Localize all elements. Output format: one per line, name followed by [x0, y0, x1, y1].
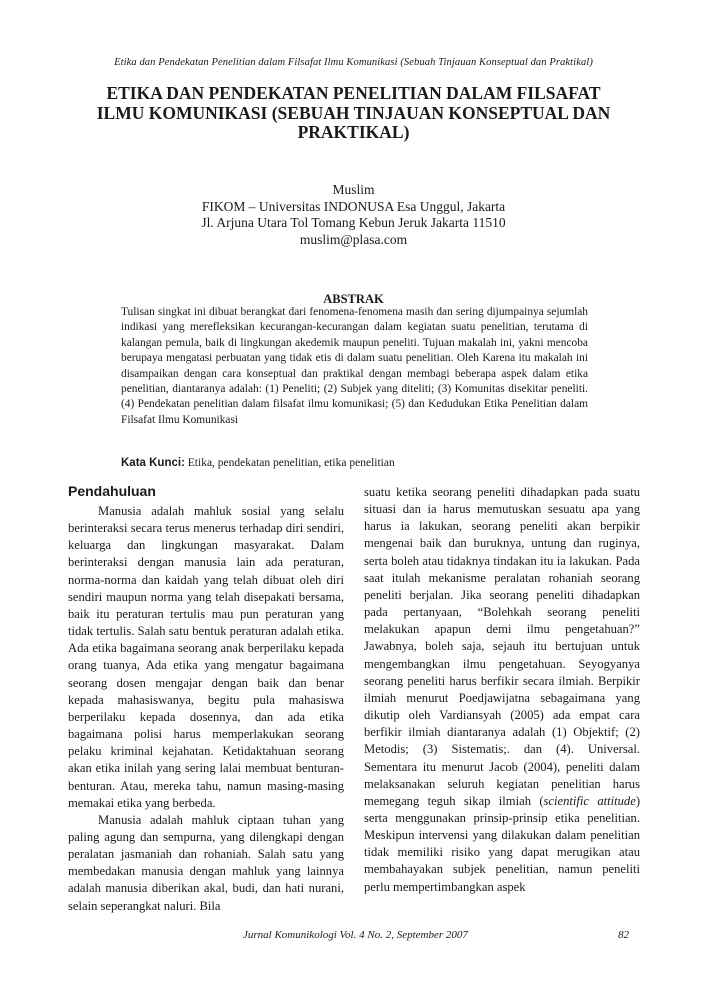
body-text: suatu ketika seorang peneliti dihadapkan pada suatu situasi dan ia harus memutuskan sesuatu apa yang harus ia lakukan, seorang peneliti akan berpikir mengenai baik dan buruknya, untung dan ruginya, serta boleh atau tidaknya tindakan itu ia lakukan. Pada saat itulah mekanisme peralatan rohaniah seorang peneliti berjalan. Jika seorang peneliti dihadapkan pada pertanyaan, “Bolehkah seorang peneliti melakukan apapun demi ilmu pengetahuan?” Jawabnya, boleh saja, sejauh itu bertujuan untuk mengembangkan ilmu pengetahuan. Seyogyanya seorang peneliti harus berfikir secara ilmiah. Berpikir ilmiah menurut Poedjawijatna sebagaimana yang dikutip oleh Vardiansyah (2005) ada empat cara berfikir ilmiah diantaranya adalah (1) Objektif; (2) Metodis; (3) Sistematis;. dan (4). Universal. Sementara itu menurut Jacob (2004), peneliti dalam melaksanakan seluruh kegiatan penelitian harus memegang teguh sikap ilmiah (: [364, 485, 640, 808]
page-number: 82: [618, 929, 629, 941]
author-affiliation: FIKOM – Universitas INDONUSA Esa Unggul, Jakarta: [201, 198, 506, 214]
author-block: [0, 182, 707, 248]
author-email: muslim@plasa.com: [299, 231, 408, 247]
running-head: Etika dan Pendekatan Penelitian dalam Filsafat Ilmu Komunikasi (Sebuah Tinjauan Konseptual dan Praktikal): [114, 57, 593, 68]
right-column: [364, 484, 640, 896]
abstract-heading: ABSTRAK: [323, 292, 384, 306]
keywords-text: Etika, pendekatan penelitian, etika penelitian: [184, 457, 395, 469]
body-paragraph: Manusia adalah mahluk ciptaan tuhan yang paling agung dan sempurna, yang dilengkapi dengan peralatan jasmaniah dan rohaniah. Salah satu yang membedakan manusia dengan mahluk yang lainnya adalah manusia diberikan akal, budi, dan hati nurani, selain seperangkat naluri. Bila: [68, 812, 344, 913]
body-text: ) serta menggunakan prinsip-prinsip etika penelitian. Meskipun intervensi yang dilakukan dalam penelitian tidak memiliki risiko yang dapat merugikan atau membahayakan subjek penelitian, namun peneliti perlu mempertimbangkan aspek: [364, 793, 641, 894]
italic-term: scientific attitude: [543, 793, 636, 808]
section-title: Pendahuluan: [68, 483, 156, 499]
body-paragraph: [364, 484, 640, 896]
journal-footer: Jurnal Komunikologi Vol. 4 No. 2, September 2007: [243, 929, 468, 941]
abstract-text: Tulisan singkat ini dibuat berangkat dari fenomena-fenomena masih dan sering dijumpainya sejumlah indikasi yang merefleksikan kecurangan-kecurangan dalam kegiatan suatu penelitian, terutama di kalangan pemula, baik di lingkungan akedemik maupun peneliti. Tujuan makalah ini, yakni mencoba berupaya mengatasi perbuatan yang tidak etis di dalam suatu penelitian. Oleh Karena itu makalah ini disampaikan dengan cara konseptual dan praktikal dengan membagi beberapa aspek dalam etika penelitian, diantaranya adalah: (1) Peneliti; (2) Subjek yang diteliti; (3) Komunitas disekitar peneliti. (4) Pendekatan penelitian dalam filsafat ilmu komunikasi; (5) dan Kedudukan Etika Penelitian dalam Filsafat Ilmu Komunikasi: [121, 306, 588, 426]
keywords: [121, 457, 588, 469]
paper-title: ETIKA DAN PENDEKATAN PENELITIAN DALAM FILSAFAT ILMU KOMUNIKASI (SEBUAH TINJAUAN KONSEPTUAL DAN PRAKTIKAL): [96, 83, 611, 142]
left-column: [68, 482, 344, 915]
body-paragraph: Manusia adalah mahluk sosial yang selalu berinteraksi secara terus menerus terhadap diri sendiri, keluarga dan lingkungan masyarakat. Dalam berinteraksi dengan manusia lain ada peraturan, norma-norma dan kaidah yang telah dibuat oleh diri sendiri maupun norma yang telah disepakati bersama, baik itu peraturan tertulis mau pun peraturan yang tidak tertulis. Salah satu bentuk peraturan adalah etika. Ada etika bagaimana seorang anak berperilaku kepada orang tuanya, Ada etika yang mengatur bagaimana seorang dosen mengajar dengan baik dan benar kepada mahasiswanya, begitu pula mahasiswa berperilaku kepada dosennya, dan ada etika bagaimana polisi harus memperlakukan seorang pelaku kriminal kejahatan. Ketidaktahuan seorang akan etika inilah yang sering lalai membuat benturan-benturan. Atau, mereka tahu, namun masing-masing memakai etika yang berbeda.: [68, 504, 344, 810]
keywords-label: Kata Kunci:: [121, 457, 185, 469]
author-address: Jl. Arjuna Utara Tol Tomang Kebun Jeruk Jakarta 11510: [201, 215, 506, 230]
author-name: Muslim: [332, 182, 375, 197]
